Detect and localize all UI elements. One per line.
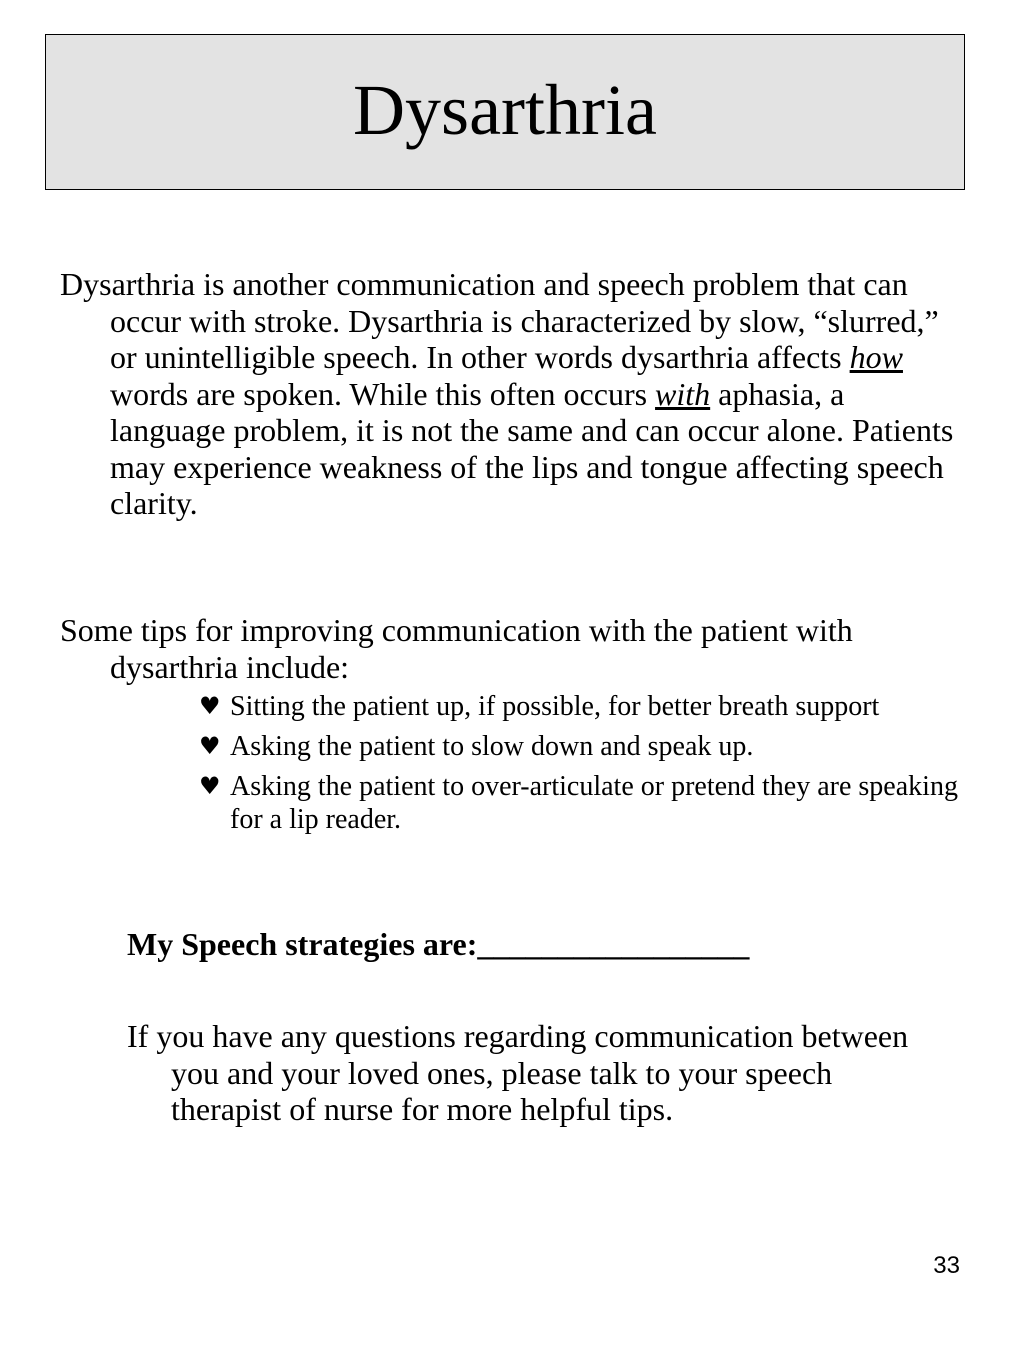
- intro-emphasis-with: with: [655, 375, 711, 412]
- page-number: 33: [933, 1252, 960, 1279]
- closing-paragraph: If you have any questions regarding communication between you and your loved ones, please talk to your speech therapist of nurse for more helpful tips.: [127, 1018, 909, 1127]
- heart-bullet-icon: ♥: [199, 772, 221, 800]
- intro-text-3: aphasia, a language problem, it is not the same and can occur alone. Patients may experience weakness of the lips and tongue affecting speech clarity.: [110, 375, 954, 521]
- intro-paragraph: [60, 266, 960, 522]
- tip-item: [199, 770, 959, 836]
- tip-item: [199, 690, 959, 723]
- tips-heading: Some tips for improving communication with the patient with dysarthria include:: [60, 612, 853, 685]
- intro-text-1: Dysarthria is another communication and speech problem that can occur with stroke. Dysarthria is characterized by slow, “slurred,” or unintelligible speech. In other words dysarthria affects: [60, 266, 939, 375]
- tip-text: Asking the patient to over-articulate or pretend they are speaking for a lip reader.: [230, 771, 958, 835]
- intro-text-2: words are spoken. While this often occurs: [110, 375, 656, 412]
- heart-bullet-icon: ♥: [199, 692, 221, 720]
- intro-emphasis-how: how: [849, 339, 903, 375]
- title-box: [45, 34, 965, 190]
- tip-text: Sitting the patient up, if possible, for better breath support: [230, 691, 880, 722]
- tip-text: Asking the patient to slow down and speak up.: [230, 731, 754, 762]
- heart-bullet-icon: ♥: [199, 732, 221, 760]
- tips-list: [199, 690, 959, 843]
- strategies-prompt: My Speech strategies are:_________________: [127, 926, 750, 962]
- page-title: Dysarthria: [353, 70, 657, 150]
- tip-item: [199, 730, 959, 763]
